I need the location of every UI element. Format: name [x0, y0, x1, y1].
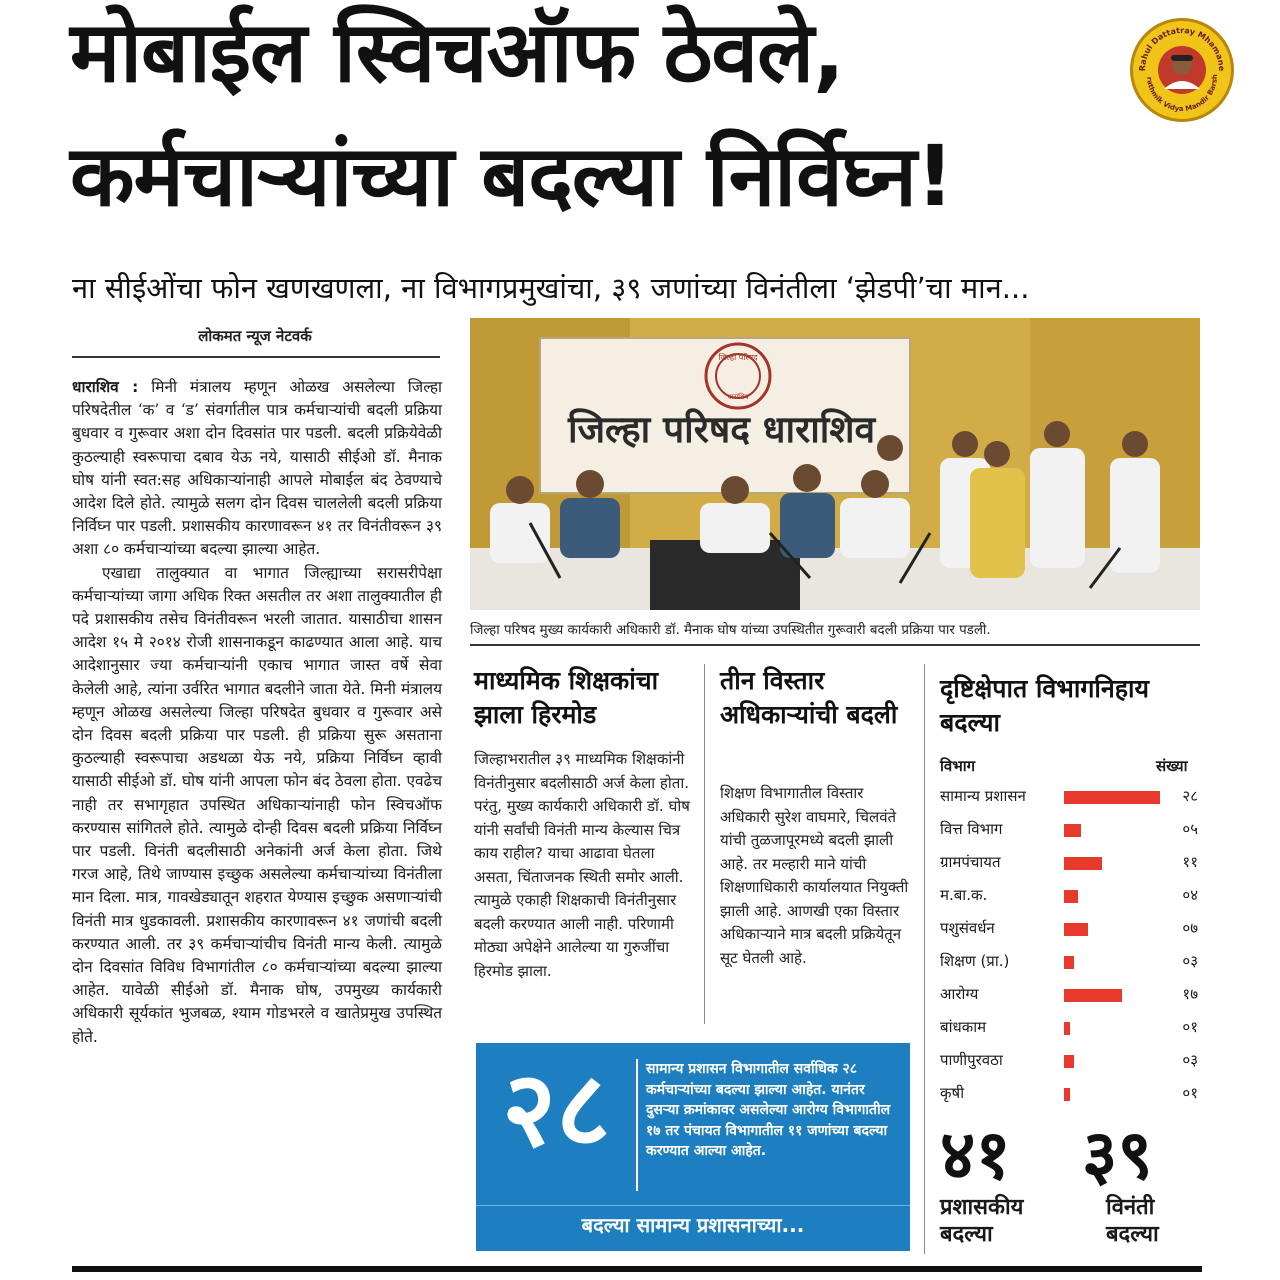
column-divider-2: [924, 664, 925, 1254]
request-total-label-1: विनंती: [1106, 1195, 1155, 1220]
stats-count: ०१: [1182, 1084, 1198, 1102]
emblem-text-top: जिल्हा परिषद: [718, 353, 758, 362]
stats-title: दृष्टिक्षेपात विभागनिहाय बदल्या: [940, 674, 1150, 737]
stats-bar: [1064, 1055, 1074, 1068]
author-badge: [1130, 18, 1234, 122]
admin-total-label-1: प्रशासकीय: [940, 1195, 1024, 1220]
stats-row: [940, 786, 1200, 810]
article-dateline: धाराशिव :: [72, 378, 139, 396]
stats-dept-label: आरोग्य: [940, 985, 979, 1003]
stats-row: [940, 984, 1200, 1008]
stats-dept-label: ग्रामपंचायत: [940, 853, 1001, 871]
article-paragraph-2: एखाद्या तालुक्यात वा भागात जिल्ह्याच्या सरासरीपेक्षा कर्मचाऱ्यांच्या जागा अधिक रिक्त असतील तर अशा तालुक्यातील ही पदे प्रशासकीय तसेच विनंतीवरून भरली जातात. यासाठीचा शासन आदेश १५ मे २०१४ रोजी शासनाकडून काढण्यात आला आहे. याच आदेशानुसार ज्या कर्मचाऱ्यांनी एकाच भागात जास्त वर्षे सेवा केलेली आहे, त्यांना उर्वरित भागात बदलीने जाता येते. मिनी मंत्रालय म्हणून ओळख असलेल्या जिल्हा परिषदेत बुधवार व गुरूवार असे दोन दिवस बदली प्रक्रिया पार पडली. ही प्रक्रिया सुरू असताना कुठल्याही स्वरूपाचा अडथळा येऊ नये, प्रक्रिया निर्विघ्न व्हावी यासाठी सीईओ डॉ. घोष यांनी आपला फोन बंद ठेवला होता. एवढेच नाही तर सभागृहात उपस्थित अधिकाऱ्यांनाही फोन स्विचऑफ करण्यास सांगितले होते. त्यामुळे दोन्ही दिवस बदली प्रक्रिया निर्विघ्न पार पडली. विनंती बदलीसाठी अनेकांनी अर्ज केला होता. जिथे गरज आहे, तिथे जाण्यास इच्छुक असलेल्या कर्मचाऱ्यांच्या विनंतीला मान दिला. मात्र, गावखेड्यातून शहरात येण्यास इच्छुक असणाऱ्यांची विनंती मात्र धुडकावली. प्रशासकीय कारणावरून ४१ जणांची बदली करण्यात आली. तर ३९ कर्मचाऱ्यांचीच विनंती मान्य केली. त्यामुळे दोन दिवसांत विविध विभागांतील ८० कर्मचाऱ्यांच्या बदल्या झाल्या आहेत. यावेळी सीईओ डॉ. मैनाक घोष, उपमुख्य कार्यकारी अधिकारी सूर्यकांत भुजबळ, श्याम गोडभरले व खातेप्रमुख उपस्थित होते.: [72, 563, 442, 1046]
meeting-photo-illustration: [470, 318, 1200, 610]
request-total-label: [1106, 1194, 1159, 1248]
stats-bar: [1064, 1022, 1070, 1035]
emblem-text-bottom: धाराशिव: [727, 393, 749, 401]
badge-portrait-icon: [1133, 21, 1231, 119]
meeting-photo: [470, 318, 1200, 610]
photo-signboard: जिल्हा परिषद धाराशिव: [568, 408, 876, 451]
stats-row: [940, 885, 1200, 909]
stats-dept-label: कृषी: [940, 1084, 965, 1102]
stats-dept-label: बांधकाम: [940, 1018, 987, 1036]
highlight-footer-rule: [476, 1205, 910, 1206]
caption-divider: [470, 644, 1200, 646]
page-bottom-rule: [72, 1266, 1202, 1272]
article-paragraph-1: [72, 376, 442, 562]
byline-divider: [72, 356, 440, 358]
article-paragraph-1-text: मिनी मंत्रालय म्हणून ओळख असलेल्या जिल्हा परिषदेतील ‘क’ व ‘ड’ संवर्गातील पात्र कर्मचाऱ्यांची बदली प्रक्रिया बुधवार व गुरूवार अशा दोन दिवसांत पार पडली. बदली प्रक्रियेवेळी कुठल्याही स्वरूपाचा दबाव येऊ नये, यासाठी सीईओ डॉ. मैनाक घोष यांनी स्वत:सह अधिकाऱ्यांनाही आपले मोबाईल बंद ठेवण्याचे आदेश दिले होते. त्यामुळे सलग दोन दिवस चाललेली बदली प्रक्रिया निर्विघ्न पार पडली. प्रशासकीय कारणावरून ४१ तर विनंतीवरून ३९ अशा ८० कर्मचाऱ्यांच्या बदल्या झाल्या आहेत.: [72, 378, 442, 559]
stats-bar: [1064, 791, 1160, 804]
admin-total-label-2: बदल्या: [940, 1222, 993, 1247]
highlight-big-number: २८: [502, 1048, 611, 1170]
highlight-footer: बदल्या सामान्य प्रशासनाच्या...: [581, 1213, 805, 1237]
stats-count: ०४: [1182, 886, 1198, 904]
highlight-box: [476, 1043, 910, 1251]
stats-dept-label: म.बा.क.: [940, 886, 988, 904]
stats-col-count: संख्या: [1156, 757, 1188, 775]
admin-total-number: ४१: [940, 1116, 1011, 1195]
highlight-text: सामान्य प्रशासन विभागातील सर्वाधिक २८ कर्मचाऱ्यांच्या बदल्या झाल्या आहेत. यानंतर दुसऱ्या क्रमांकावर असलेल्या आरोग्य विभागातील १७ तर पंचायत विभागातील ११ जणांच्या बदल्या करण्यात आल्या आहेत.: [646, 1061, 891, 1159]
stats-col-dept: विभाग: [940, 757, 976, 775]
stats-count: ११: [1182, 853, 1198, 871]
stats-bar: [1064, 923, 1088, 936]
stats-row: [940, 1050, 1200, 1074]
stats-bar: [1064, 890, 1078, 903]
headline-line-2: कर्मचाऱ्यांच्या बदल्या निर्विघ्न!: [70, 127, 954, 225]
stats-dept-label: वित्त विभाग: [940, 820, 1003, 838]
stats-count: २८: [1182, 787, 1198, 805]
stats-count: ०३: [1182, 1051, 1198, 1069]
stats-bar: [1064, 824, 1081, 837]
stats-row: [940, 1017, 1200, 1041]
request-total-number: ३९: [1082, 1116, 1153, 1195]
stats-count: १७: [1182, 985, 1198, 1003]
section1-body: जिल्हाभरातील ३९ माध्यमिक शिक्षकांनी विनंतीनुसार बदलीसाठी अर्ज केला होता. परंतु, मुख्य कार्यकारी अधिकारी डॉ. घोष यांनी सर्वांची विनंती मान्य केल्यास चित्र काय राहील? याचा आढावा घेतला असता, चिंताजनक स्थिती समोर आली. त्यामुळे एकाही शिक्षकाची विनंतीनुसार बदली करण्यात आली नाही. परिणामी मोठ्या अपेक्षेने आलेल्या या गुरुजींचा हिरमोड झाला.: [474, 750, 690, 980]
subheadline: ना सीईओंचा फोन खणखणला, ना विभागप्रमुखांचा, ३९ जणांच्या विनंतीला ‘झेडपी’चा मान...: [72, 271, 1030, 305]
stats-bar: [1064, 1088, 1070, 1101]
stats-count: ०७: [1182, 919, 1198, 937]
request-total-label-2: बदल्या: [1106, 1222, 1159, 1247]
article-body: [72, 376, 442, 1049]
stats-row: [940, 852, 1200, 876]
stats-row: [940, 951, 1200, 975]
section2-body: शिक्षण विभागातील विस्तार अधिकारी सुरेश वाघमारे, चिलवंते यांची तुळजापूरमध्ये बदली झाली आहे. तर मल्हारी माने यांची शिक्षणाधिकारी कार्यालयात नियुक्ती झाली आहे. आणखी एका विस्तार अधिकाऱ्याने मात्र बदली प्रक्रियेतून सूट घेतली आहे.: [720, 784, 909, 967]
stats-count: ०१: [1182, 1018, 1198, 1036]
stats-row: [940, 918, 1200, 942]
stats-row: [940, 819, 1200, 843]
stats-dept-label: पशुसंवर्धन: [940, 919, 995, 937]
section1-title: माध्यमिक शिक्षकांचा झाला हिरमोड: [474, 666, 659, 729]
byline: लोकमत न्यूज नेटवर्क: [198, 327, 312, 345]
stats-dept-label: सामान्य प्रशासन: [940, 787, 1026, 805]
stats-count: ०५: [1182, 820, 1198, 838]
stats-dept-label: पाणीपुरवठा: [940, 1051, 1003, 1069]
section2-title: तीन विस्तार अधिकाऱ्यांची बदली: [720, 666, 898, 729]
headline-line-1: मोबाईल स्विचऑफ ठेवले,: [70, 3, 844, 101]
highlight-divider: [636, 1059, 638, 1191]
badge-text-top: Rahul Dattatray Mhamane: [1137, 25, 1227, 72]
column-divider-1: [704, 664, 705, 1024]
stats-bar: [1064, 857, 1102, 870]
photo-caption: जिल्हा परिषद मुख्य कार्यकारी अधिकारी डॉ. मैनाक घोष यांच्या उपस्थितीत गुरूवारी बदली प्रक्रिया पार पडली.: [470, 623, 991, 638]
stats-bar: [1064, 956, 1074, 969]
stats-row: [940, 1083, 1200, 1107]
badge-text-bottom: rathmik Vidya Mandir Barsh: [1144, 74, 1220, 114]
stats-bar: [1064, 989, 1122, 1002]
stats-count: ०३: [1182, 952, 1198, 970]
stats-dept-label: शिक्षण (प्रा.): [940, 952, 1010, 970]
admin-total-label: [940, 1194, 1023, 1248]
